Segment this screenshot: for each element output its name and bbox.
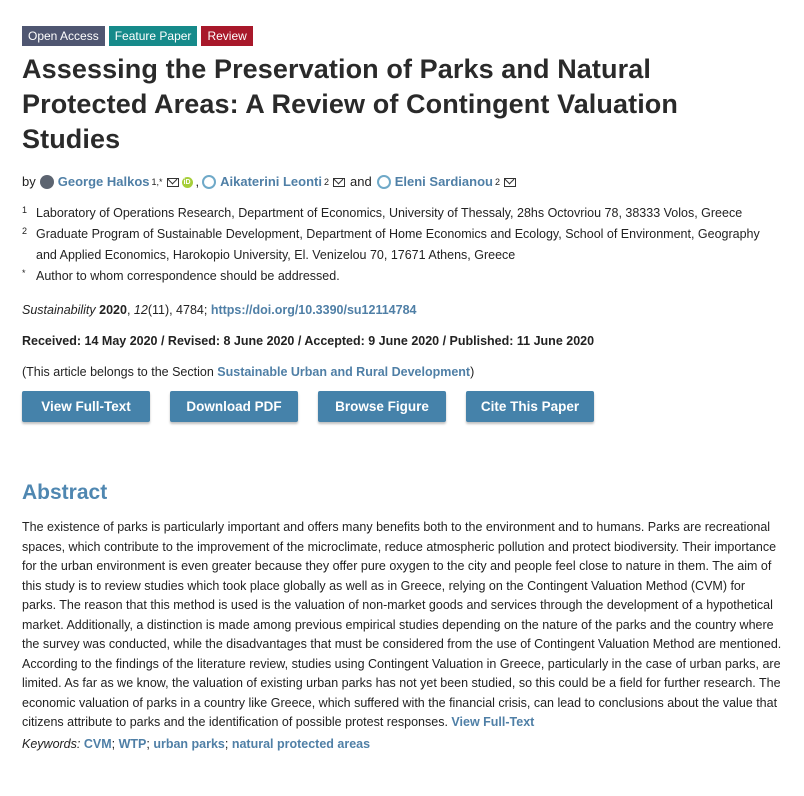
- keywords: Keywords: CVM; WTP; urban parks; natural protected areas: [22, 736, 371, 751]
- journal-name: Sustainability: [22, 303, 96, 317]
- affiliation-text: Author to whom correspondence should be addressed.: [36, 269, 340, 283]
- by-label: by: [22, 174, 36, 189]
- badge-row: [22, 26, 782, 46]
- open-access-badge[interactable]: Open Access: [22, 26, 105, 46]
- author-avatar-icon: [40, 175, 54, 189]
- article-title: Assessing the Preservation of Parks and Natural Protected Areas: A Review of Contingent Valuation Studies: [22, 54, 678, 154]
- author-affiliation-sup: 2: [494, 177, 500, 187]
- author-list: [22, 172, 782, 192]
- affiliation-text: Laboratory of Operations Research, Department of Economics, University of Thessaly, 28hs Octovriou 78, 38333 Volos, Greece: [36, 206, 743, 220]
- abstract-text: The existence of parks is particularly important and offers many benefits both to the environment and to humans. Parks are recreational spaces, which contribute to the improvement of the microclimate, reduce atmospheric pollution and protect biodiversity. Their importance for the urban environment is even greater because they offer pure oxygen to the city and people feel close to nature in them. The aim of this study is to review studies which took place globally as well as in Greece, relying on the Contingent Valuation Method (CVM) for parks. The reason that this method is used is the valuation of non-market goods and services through the development of a hypothetical market. Additionally, a distinction is made among previous empirical studies depending on the nature of the parks and the country where the survey was conducted, while the disadvantages that must be considered from the use of Contingent Valuation Method are mentioned. According to the findings of the literature review, studies using Contingent Valuation in Greece, particularly in the case of urban parks, are limited. As far as we know, the valuation of existing urban parks has not yet been studied, so this could be a field for further research. The economic valuation of parks in a country like Greece, which suffered with the financial crisis, can lead to conclusions about the value that citizens attribute to parks and the identification of possible protest responses.: [22, 520, 782, 729]
- email-icon[interactable]: [333, 178, 345, 187]
- affiliation-item: [22, 224, 782, 266]
- affiliation-number: 2: [22, 226, 28, 236]
- author-separator: ,: [195, 174, 200, 189]
- cite-this-paper-button[interactable]: Cite This Paper: [466, 391, 594, 422]
- keyword-link[interactable]: WTP: [118, 736, 147, 751]
- author-affiliation-sup: 2: [324, 177, 330, 187]
- affiliations: [22, 203, 782, 287]
- section-link[interactable]: Sustainable Urban and Rural Development: [217, 365, 471, 379]
- email-icon[interactable]: [504, 178, 516, 187]
- abstract-full-text-link[interactable]: View Full-Text: [451, 715, 535, 729]
- abstract-heading: Abstract: [22, 481, 108, 504]
- publication-dates: Received: 14 May 2020 / Revised: 8 June 2020 / Accepted: 9 June 2020 / Published: 11 June 2020: [22, 334, 595, 348]
- affiliation-number: 1: [22, 205, 28, 215]
- doi-link[interactable]: https://doi.org/10.3390/su12114784: [210, 303, 417, 317]
- citation-line: Sustainability 2020, 12(11), 4784; https://doi.org/10.3390/su12114784: [22, 303, 417, 317]
- author-profile-icon: [202, 175, 216, 189]
- author-link-leonti[interactable]: Aikaterini Leonti: [220, 174, 322, 189]
- section-suffix: ): [470, 365, 475, 379]
- feature-paper-badge[interactable]: Feature Paper: [109, 26, 198, 46]
- affiliation-number: *: [22, 268, 26, 278]
- download-pdf-button[interactable]: Download PDF: [170, 391, 298, 422]
- section-prefix: (This article belongs to the Section: [22, 365, 214, 379]
- keyword-link[interactable]: natural protected areas: [231, 736, 371, 751]
- keywords-label: Keywords:: [22, 736, 81, 751]
- author-link-sardianou[interactable]: Eleni Sardianou: [394, 174, 493, 189]
- affiliation-item: [22, 203, 782, 224]
- action-buttons: [22, 391, 782, 422]
- affiliation-item: [22, 266, 782, 287]
- orcid-icon[interactable]: iD: [183, 178, 191, 186]
- author-profile-icon: [377, 175, 391, 189]
- browse-figure-button[interactable]: Browse Figure: [318, 391, 446, 422]
- keyword-link[interactable]: CVM: [83, 736, 112, 751]
- article-header: [22, 26, 782, 754]
- keyword-link[interactable]: urban parks: [153, 736, 225, 751]
- section-note: [22, 363, 782, 381]
- view-full-text-button[interactable]: View Full-Text: [22, 391, 150, 422]
- citation-volume: 12: [133, 303, 148, 317]
- citation-issue: (11), 4784;: [147, 303, 208, 317]
- affiliation-text: Graduate Program of Sustainable Development, Department of Home Economics and Ecology, School of Environment, Geography and Applied Economics, Harokopio University, El. Venizelou 70, 17671 Athens, Greece: [36, 227, 760, 262]
- author-affiliation-sup: 1,*: [151, 177, 163, 187]
- citation-year: 2020: [99, 303, 127, 317]
- email-icon[interactable]: [167, 178, 179, 187]
- review-badge[interactable]: Review: [201, 26, 252, 46]
- and-label: and: [350, 174, 372, 189]
- abstract-body: [22, 518, 782, 733]
- author-link-halkos[interactable]: George Halkos: [57, 174, 150, 189]
